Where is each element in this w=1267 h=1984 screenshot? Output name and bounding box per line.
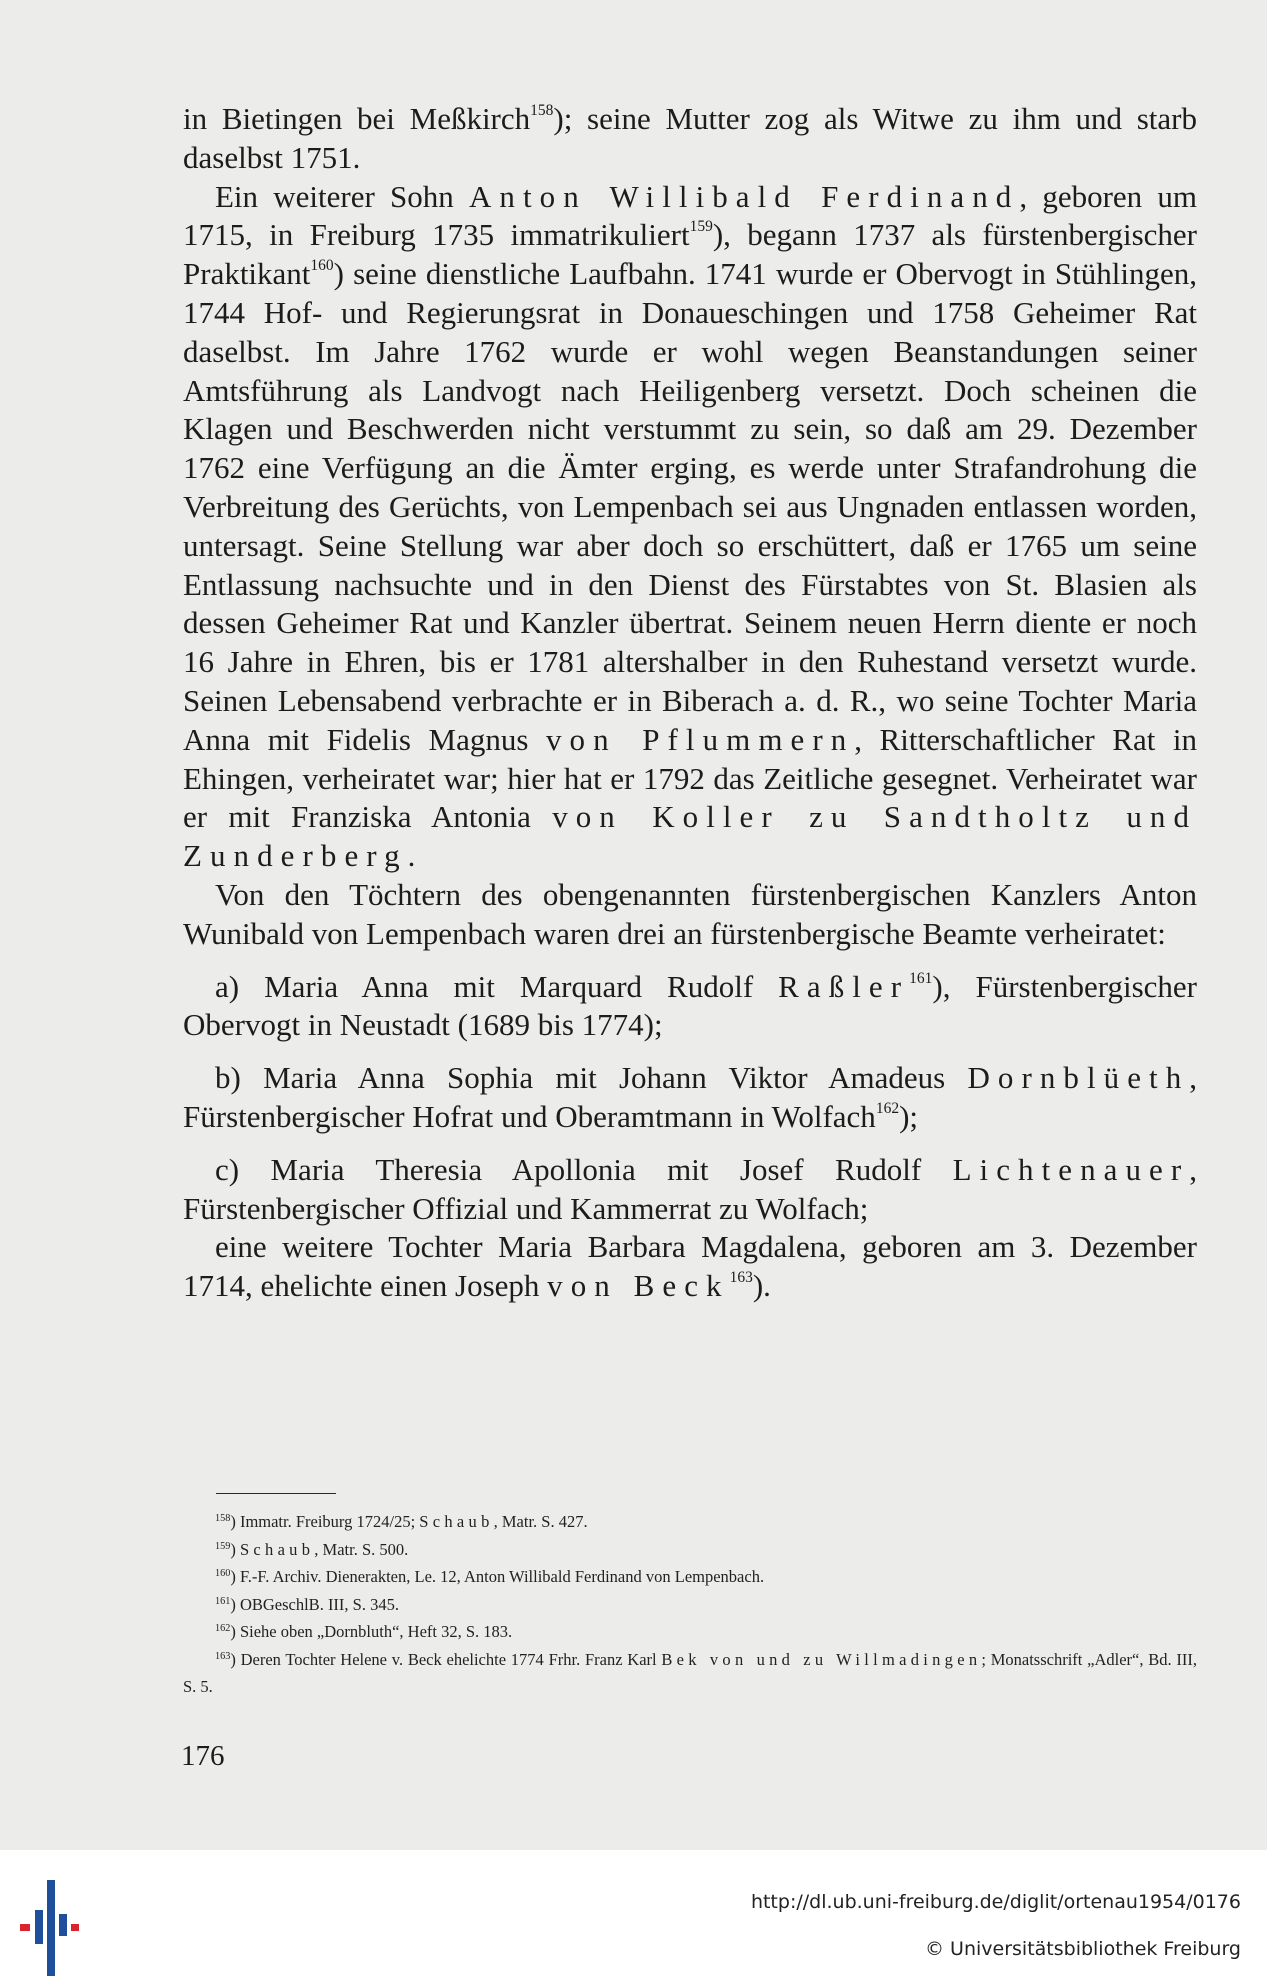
copyright-notice: © Universitätsbibliothek Freiburg [925, 1938, 1241, 1960]
list-item-a [183, 968, 1197, 1046]
main-text [183, 100, 1197, 1306]
text-run: ) Deren Tochter Helene v. Beck ehelichte 1774 Frhr. Franz Karl [230, 1649, 662, 1669]
ub-freiburg-logo-icon[interactable] [18, 1880, 80, 1976]
text-run: ; Monatsschrift „Adler“, Bd. III, S. 5. [183, 1649, 1197, 1696]
text-run: , Matr. S. 500. [314, 1539, 409, 1559]
text-run: ). [752, 1268, 771, 1304]
logo-blue-bar [47, 1880, 55, 1976]
text-run: ) Immatr. Freiburg 1724/25; [230, 1512, 420, 1531]
logo-red-mark [20, 1924, 30, 1931]
footnote-162 [183, 1618, 1197, 1646]
footnote-ref: 162 [875, 1099, 900, 1117]
text-run: , Ritterschaftlicher Rat in Ehingen, verheiratet war; hier hat er 1792 das Zeitliche gesegnet. Verheiratet war er mit Franziska Antonia [183, 721, 1197, 835]
footnote-ref: 158 [530, 102, 554, 120]
footnote-ref: 159 [689, 218, 713, 236]
text-run: Ein weiterer Sohn [215, 178, 469, 214]
logo-blue-bar [35, 1910, 43, 1944]
text-run: in Bietingen bei Meßkirch [183, 101, 531, 136]
paragraph-4 [183, 1228, 1197, 1306]
footnote-number: 158 [215, 1512, 231, 1524]
footnotes [183, 1508, 1197, 1701]
footnote-163 [183, 1646, 1197, 1701]
paragraph-3: Von den Töchtern des obengenannten fürstenbergischen Kanzlers Anton Wunibald von Lempenbach waren drei an fürstenbergische Beamte verheiratet: [183, 876, 1197, 951]
spaced-name: Anton Willibald Ferdinand [468, 178, 1020, 214]
footnote-number: 162 [215, 1622, 231, 1634]
text-run: ); [899, 1098, 918, 1134]
spaced-name: von Pflummern [545, 721, 855, 757]
list-item-b [183, 1059, 1197, 1137]
footnote-ref: 163 [729, 1269, 753, 1287]
spaced-name: von Beck [547, 1268, 730, 1304]
footnote-number: 160 [215, 1567, 231, 1579]
text-run: b) Maria Anna Sophia mit Johann Viktor Amadeus [215, 1060, 968, 1096]
paragraph-2 [183, 178, 1197, 876]
text-run: ), begann 1737 als fürstenbergischer Praktikant [183, 217, 1197, 292]
source-url-link[interactable]: http://dl.ub.uni-freiburg.de/diglit/ortenau1954/0176 [750, 1891, 1241, 1913]
paragraph-1 [183, 100, 1197, 178]
footnote-number: 159 [215, 1540, 231, 1552]
logo-red-mark [71, 1924, 79, 1931]
list-item-c [183, 1151, 1197, 1229]
text-run: ) F.-F. Archiv. Dienerakten, Le. 12, Anton Willibald Ferdinand von Lempenbach. [230, 1567, 765, 1586]
footnote-ref: 161 [909, 969, 933, 987]
logo-blue-bar [59, 1914, 67, 1936]
spaced-name: Bek von und zu Willmadingen [661, 1649, 982, 1669]
footnote-number: 161 [215, 1595, 231, 1607]
footnote-158 [183, 1508, 1197, 1536]
spaced-name: Schaub [239, 1539, 315, 1559]
text-run: eine weitere Tochter Maria Barbara Magdalena, geboren am 3. Dezember 1714, ehelichte einen Joseph [183, 1229, 1197, 1304]
text-run: ) OBGeschlB. III, S. 345. [230, 1594, 399, 1614]
footnote-ref: 160 [310, 257, 334, 275]
footnote-159 [183, 1536, 1197, 1564]
text-run: ) seine dienstliche Laufbahn. 1741 wurde er Obervogt in Stühlingen, 1744 Hof- und Regierungsrat in Donaueschingen und 1758 Geheimer Rat daselbst. Im Jahre 1762 wurde er wohl wegen Beanstandungen seiner Amtsführung als Landvogt nach Heiligenberg versetzt. Doch scheinen die Klagen und Beschwerden nicht verstummt zu sein, so daß am 29. Dezember 1762 eine Verfügung an die Ämter erging, es werde unter Strafandrohung die Verbreitung des Gerüchts, von Lempenbach sei aus Ungnaden entlassen worden, untersagt. Seine Stellung war aber doch so erschüttert, daß er 1765 um seine Entlassung nachsuchte und in den Dienst des Fürstabtes von St. Blasien als dessen Geheimer Rat und Kanzler übertrat. Seinem neuen Herrn diente er noch 16 Jahre in Ehren, bis er 1781 altershalber in den Ruhestand versetzt wurde. Seinen Lebensabend verbrachte er in Biberach a. d. R., wo seine Tochter Maria Anna mit Fidelis Magnus [183, 256, 1197, 757]
text-run: c) Maria Theresia Apollonia mit Josef Rudolf [215, 1151, 953, 1187]
footnote-160 [183, 1563, 1197, 1591]
text-run: ) Siehe oben „Dornbluth“, Heft 32, S. 183. [230, 1622, 513, 1641]
text-run: ); seine Mutter zog als Witwe zu ihm und starb daselbst 1751. [183, 101, 1197, 175]
text-run: , geboren um 1715, in Freiburg 1735 immatrikuliert [183, 178, 1197, 253]
text-run: a) Maria Anna mit Marquard Rudolf [215, 968, 779, 1004]
text-run: , Fürstenbergischer Hofrat und Oberamtmann in Wolfach [183, 1060, 1197, 1134]
spaced-name: Dornblüeth [967, 1060, 1190, 1096]
footnote-divider [216, 1493, 336, 1494]
footnote-number: 163 [215, 1650, 231, 1662]
footnote-161 [183, 1591, 1197, 1619]
spaced-name: von Koller zu Sandtholtz und Zunderberg [183, 799, 1197, 874]
text-run: ), Fürstenbergischer Obervogt in Neustadt (1689 bis 1774); [183, 968, 1197, 1043]
text-run: , Matr. S. 427. [493, 1512, 588, 1531]
spaced-name: Lichtenauer [952, 1151, 1190, 1187]
text-run: ) [230, 1539, 240, 1559]
page-number: 176 [181, 1740, 225, 1772]
spaced-name: Schaub [419, 1512, 494, 1531]
spaced-name: Raßler [778, 968, 910, 1004]
text-run: , Fürstenbergischer Offizial und Kammerrat zu Wolfach; [183, 1151, 1197, 1226]
text-run: . [407, 838, 416, 874]
